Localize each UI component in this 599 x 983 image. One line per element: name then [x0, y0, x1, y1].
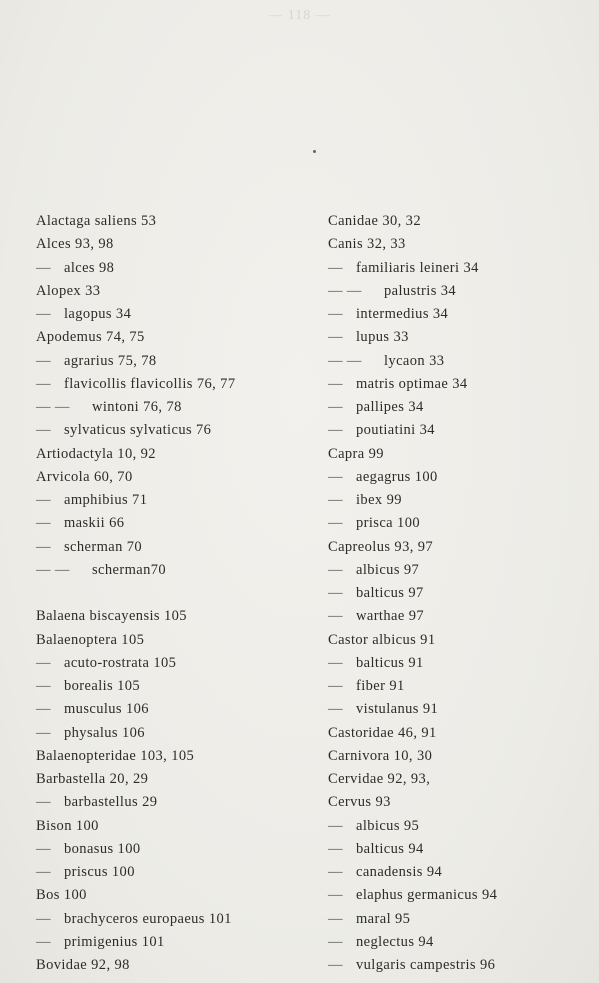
entry-text: Balaenopteridae 103, 105 — [36, 747, 195, 764]
index-entry-sub — [328, 512, 593, 535]
entry-text: balticus 97 — [356, 585, 424, 601]
index-entry-sub — [328, 419, 593, 442]
index-entry-sub — [328, 908, 593, 931]
entry-text: maskii 66 — [64, 515, 125, 532]
entry-text: balticus 91 — [356, 654, 424, 671]
entry-text: Bos 100 — [36, 887, 87, 904]
entry-text: warthae 97 — [356, 608, 425, 625]
entry-text: Apodemus 74, 75 — [36, 329, 145, 346]
index-entry-sub — [328, 559, 593, 582]
dash-marker: — — [36, 538, 51, 555]
index-entry-main — [36, 280, 316, 303]
dash-marker: — — [36, 794, 51, 811]
index-entry-main — [36, 326, 316, 349]
index-entry-main — [36, 210, 316, 233]
dash-marker: — — — [36, 561, 70, 578]
index-entry-sub — [328, 326, 593, 349]
entry-text: Cervus 93 — [328, 794, 391, 811]
entry-text: canadensis 94 — [356, 864, 443, 880]
speck — [313, 150, 316, 153]
dash-marker: — — [328, 678, 343, 694]
index-entry-sub — [36, 489, 316, 512]
page-number: — 118 — — [268, 8, 331, 23]
index-entry-sub — [36, 675, 316, 698]
index-entry-sub — [36, 536, 316, 559]
dash-marker: — — — [36, 399, 70, 415]
dash-marker: — — [36, 910, 51, 927]
index-entry-main — [328, 722, 593, 745]
entry-text: neglectus 94 — [356, 933, 434, 950]
dash-marker: — — [328, 515, 343, 532]
dash-marker: — — [36, 701, 51, 718]
index-entry-main — [328, 443, 593, 466]
index-entry-sub — [36, 722, 316, 745]
entry-text: brachyceros europaeus 101 — [64, 910, 232, 927]
index-entry-sub — [328, 931, 593, 954]
dash-marker: — — [36, 515, 51, 532]
dash-marker: — — [328, 422, 343, 439]
entry-text: ibex 99 — [356, 492, 402, 508]
dash-marker: — — [36, 422, 51, 439]
index-entry-sub — [36, 652, 316, 675]
entry-text: Canis 32, 33 — [328, 236, 406, 253]
entry-text: Alactaga saliens 53 — [36, 213, 157, 229]
dash-marker: — — [328, 887, 343, 904]
index-entry-sub — [328, 698, 593, 721]
index-entry-sub — [36, 698, 316, 721]
index-entry-sub — [328, 605, 593, 628]
entry-text: albicus 97 — [356, 561, 420, 578]
entry-text: vulgaris campestris 96 — [356, 957, 496, 973]
dash-marker: — — [328, 840, 343, 857]
index-entry-main — [36, 605, 316, 628]
entry-text: maral 95 — [356, 910, 411, 927]
index-entry-main — [328, 629, 593, 652]
dash-marker: — — [328, 561, 343, 578]
entry-text: Balaenoptera 105 — [36, 631, 145, 648]
blank-line — [36, 582, 316, 605]
dash-marker: — — [36, 306, 51, 322]
index-entry-sub — [36, 396, 316, 419]
entry-text: lycaon 33 — [384, 352, 445, 369]
index-entry-main — [328, 745, 593, 768]
index-column-right — [328, 210, 593, 977]
index-entry-sub — [36, 419, 316, 442]
entry-text: acuto-rostrata 105 — [64, 654, 177, 671]
index-entry-sub — [328, 652, 593, 675]
dash-marker: — — [328, 259, 343, 276]
index-entry-sub — [328, 280, 593, 303]
entry-text: Alces 93, 98 — [36, 236, 114, 253]
index-entry-main — [36, 443, 316, 466]
index-entry-sub — [328, 675, 593, 698]
entry-text: Capra 99 — [328, 445, 384, 462]
entry-text: lagopus 34 — [64, 306, 132, 322]
dash-marker: — — [328, 817, 343, 834]
entry-text: balticus 94 — [356, 840, 424, 857]
entry-text: Capreolus 93, 97 — [328, 538, 434, 555]
index-column-left — [36, 210, 316, 977]
index-entry-sub — [36, 257, 316, 280]
index-entry-sub — [36, 908, 316, 931]
dash-marker: — — [328, 957, 343, 973]
entry-text: lupus 33 — [356, 329, 409, 346]
index-entry-main — [36, 233, 316, 256]
index-entry-sub — [328, 582, 593, 605]
entry-text: Alopex 33 — [36, 282, 101, 299]
entry-text: familiaris leineri 34 — [356, 259, 479, 276]
index-entry-sub — [328, 303, 593, 326]
index-entry-main — [36, 815, 316, 838]
entry-text: primigenius 101 — [64, 933, 165, 950]
entry-text: borealis 105 — [64, 678, 141, 694]
index-entry-main — [328, 536, 593, 559]
entry-text: physalus 106 — [64, 724, 145, 741]
dash-marker: — — [36, 259, 51, 276]
entry-text: poutiatini 34 — [356, 422, 435, 439]
entry-text: amphibius 71 — [64, 492, 148, 508]
index-entry-sub — [328, 861, 593, 884]
entry-text: Bison 100 — [36, 817, 99, 834]
entry-text: Artiodactyla 10, 92 — [36, 445, 156, 462]
index-entry-sub — [36, 350, 316, 373]
entry-text: Barbastella 20, 29 — [36, 771, 149, 787]
entry-text: Balaena biscayensis 105 — [36, 608, 187, 625]
dash-marker: — — [36, 840, 51, 857]
dash-marker: — — [36, 375, 51, 392]
index-entry-main — [328, 210, 593, 233]
entry-text: albicus 95 — [356, 817, 420, 834]
index-entry-sub — [36, 559, 316, 582]
index-entry-main — [36, 768, 316, 791]
dash-marker: — — [36, 933, 51, 950]
entry-text: Arvicola 60, 70 — [36, 468, 133, 485]
index-entry-sub — [328, 954, 593, 977]
dash-marker: — — [328, 608, 343, 625]
dash-marker: — — [36, 492, 51, 508]
dash-marker: — — [328, 933, 343, 950]
index-entry-sub — [36, 303, 316, 326]
entry-text: Canidae 30, 32 — [328, 213, 421, 229]
entry-text: musculus 106 — [64, 701, 149, 718]
entry-text: sylvaticus sylvaticus 76 — [64, 422, 212, 439]
entry-text: alces 98 — [64, 259, 115, 276]
dash-marker: — — [328, 585, 343, 601]
index-entry-sub — [328, 466, 593, 489]
index-entry-sub — [36, 931, 316, 954]
index-entry-main — [328, 233, 593, 256]
index-entry-main — [36, 954, 316, 977]
dash-marker: — — — [328, 282, 362, 299]
index-entry-sub — [36, 512, 316, 535]
entry-text: aegagrus 100 — [356, 468, 438, 485]
index-entry-main — [328, 791, 593, 814]
entry-text: agrarius 75, 78 — [64, 352, 157, 369]
entry-text: Castoridae 46, 91 — [328, 724, 437, 741]
dash-marker: — — [36, 654, 51, 671]
index-entry-sub — [328, 396, 593, 419]
entry-text: Cervidae 92, 93, — [328, 771, 431, 787]
entry-text: barbastellus 29 — [64, 794, 158, 811]
entry-text: matris optimae 34 — [356, 375, 468, 392]
dash-marker: — — [328, 306, 343, 322]
entry-text: Carnivora 10, 30 — [328, 747, 433, 764]
dash-marker: — — [328, 910, 343, 927]
dash-marker: — — [328, 375, 343, 392]
index-entry-sub — [328, 884, 593, 907]
index-entry-sub — [328, 838, 593, 861]
entry-text: vistulanus 91 — [356, 701, 439, 718]
entry-text: priscus 100 — [64, 864, 135, 880]
index-entry-sub — [36, 861, 316, 884]
dash-marker: — — [328, 492, 343, 508]
dash-marker: — — [36, 724, 51, 741]
index-entry-sub — [328, 350, 593, 373]
entry-text: intermedius 34 — [356, 306, 449, 322]
dash-marker: — — [328, 654, 343, 671]
entry-text: flavicollis flavicollis 76, 77 — [64, 375, 236, 392]
dash-marker: — — [328, 399, 343, 415]
index-entry-sub — [328, 489, 593, 512]
entry-text: scherman70 — [92, 561, 167, 578]
index-entry-sub — [36, 373, 316, 396]
index-entry-main — [328, 768, 593, 791]
entry-text: palustris 34 — [384, 282, 457, 299]
index-entry-main — [36, 629, 316, 652]
index-entry-main — [36, 466, 316, 489]
entry-text: elaphus germanicus 94 — [356, 887, 498, 904]
entry-text: scherman 70 — [64, 538, 143, 555]
index-entry-main — [36, 745, 316, 768]
dash-marker: — — [328, 468, 343, 485]
index-entry-sub — [328, 257, 593, 280]
index-entry-main — [36, 884, 316, 907]
dash-marker: — — [328, 329, 343, 346]
entry-text: Bovidae 92, 98 — [36, 957, 130, 973]
entry-text: pallipes 34 — [356, 399, 424, 415]
index-entry-sub — [36, 791, 316, 814]
dash-marker: — — — [328, 352, 362, 369]
entry-text: fiber 91 — [356, 678, 405, 694]
entry-text: prisca 100 — [356, 515, 420, 532]
index-entry-sub — [328, 815, 593, 838]
entry-text: Castor albicus 91 — [328, 631, 436, 648]
dash-marker: — — [328, 701, 343, 718]
entry-text: bonasus 100 — [64, 840, 141, 857]
dash-marker: — — [328, 864, 343, 880]
dash-marker: — — [36, 678, 51, 694]
dash-marker: — — [36, 352, 51, 369]
index-entry-sub — [328, 373, 593, 396]
dash-marker: — — [36, 864, 51, 880]
entry-text: wintoni 76, 78 — [92, 399, 182, 415]
index-entry-sub — [36, 838, 316, 861]
